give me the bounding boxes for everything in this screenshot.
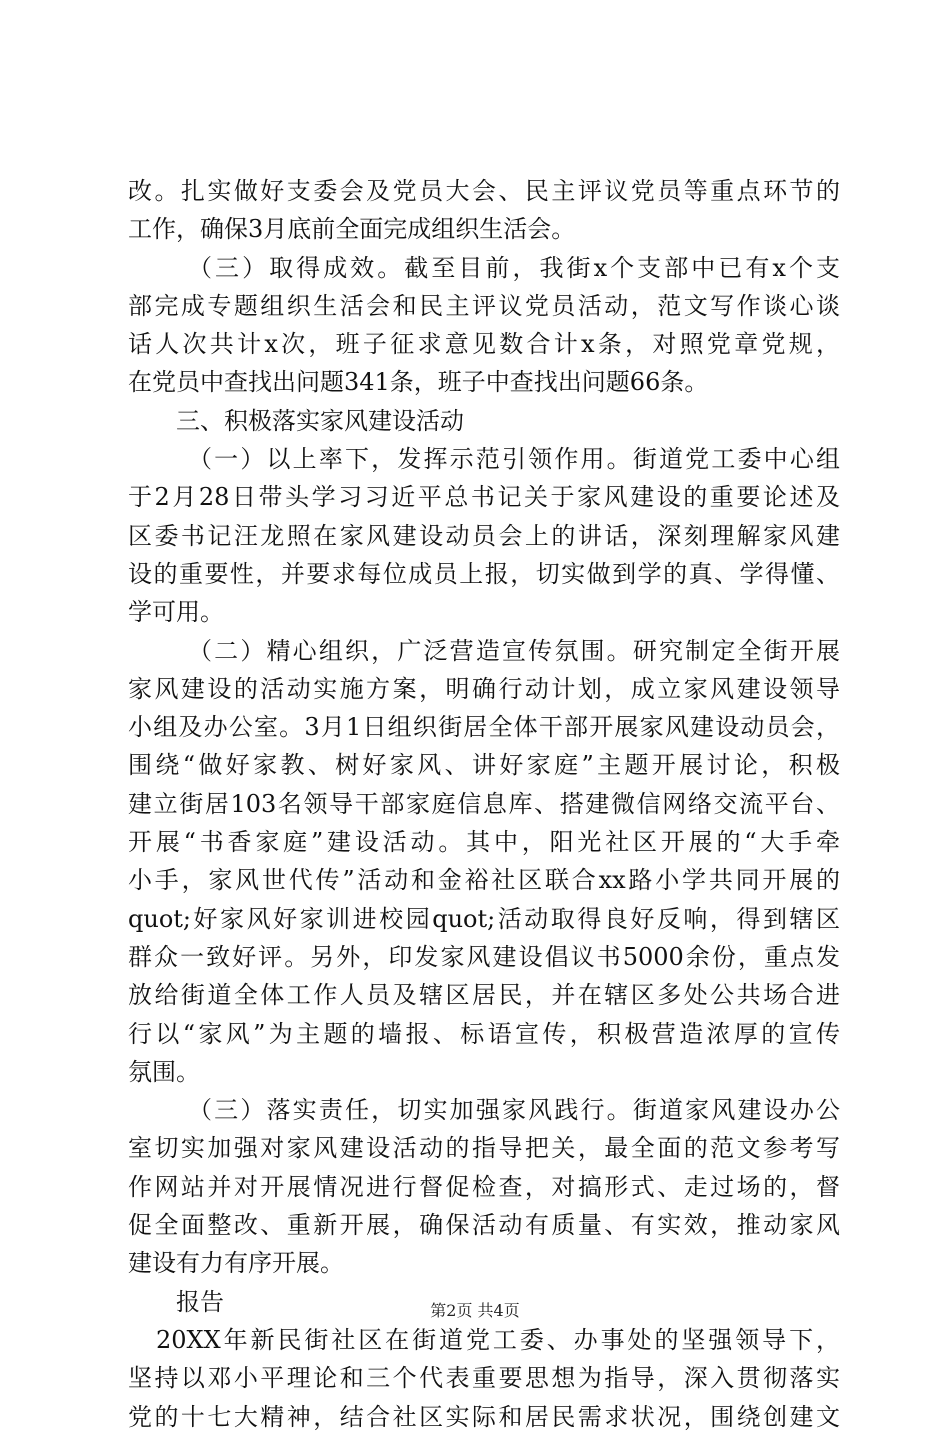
text-line: 小组及办公室。3月1日组织街居全体干部开展家风建设动员会， (128, 713, 840, 742)
text-line: 三、积极落实家风建设活动 (176, 406, 464, 435)
page-footer: 第2页 共4页 (430, 1301, 520, 1320)
text-line: （二）精心组织，广泛营造宣传氛围。研究制定全街开展 (188, 636, 840, 665)
text-line: 行以“家风”为主题的墙报、标语宣传，积极营造浓厚的宣传 (128, 1019, 840, 1048)
text-line: 放给街道全体工作人员及辖区居民，并在辖区多处公共场合进 (128, 981, 840, 1010)
text-line: 报告 (176, 1287, 224, 1316)
document-body (128, 172, 840, 1436)
text-line: （三）取得成效。截至目前，我街x个支部中已有x个支 (188, 253, 840, 282)
text-line: 围绕“做好家教、树好家风、讲好家庭”主题开展讨论，积极 (128, 751, 840, 780)
text-line: 建设有力有序开展。 (128, 1249, 344, 1278)
text-line: 室切实加强对家风建设活动的指导把关，最全面的范文参考写 (128, 1134, 840, 1163)
text-line: 小手，家风世代传”活动和金裕社区联合xx路小学共同开展的 (128, 866, 840, 895)
text-line: 部完成专题组织生活会和民主评议党员活动，范文写作谈心谈 (128, 291, 840, 320)
text-line: 20XX年新民街社区在街道党工委、办事处的坚强领导下， (156, 1325, 840, 1354)
text-line: （三）落实责任，切实加强家风践行。街道家风建设办公 (188, 1096, 840, 1125)
text-line: 促全面整改、重新开展，确保活动有质量、有实效，推动家风 (128, 1211, 840, 1240)
text-line: 开展“书香家庭”建设活动。其中，阳光社区开展的“大手牵 (128, 828, 840, 857)
text-line: quot;好家风好家训进校园quot;活动取得良好反响，得到辖区 (128, 904, 840, 933)
text-line: 氛围。 (128, 1057, 200, 1086)
text-line: 作网站并对开展情况进行督促检查，对搞形式、走过场的，督 (128, 1172, 840, 1201)
text-line: 家风建设的活动实施方案，明确行动计划，成立家风建设领导 (128, 674, 840, 703)
text-line: 坚持以邓小平理论和三个代表重要思想为指导，深入贯彻落实 (128, 1364, 840, 1393)
text-line: 设的重要性，并要求每位成员上报，切实做到学的真、学得懂、 (128, 559, 840, 588)
text-line: 群众一致好评。另外，印发家风建设倡议书5000余份，重点发 (128, 942, 840, 971)
text-line: 话人次共计x次，班子征求意见数合计x条，对照党章党规， (128, 330, 840, 359)
text-line: 于2月28日带头学习习近平总书记关于家风建设的重要论述及 (128, 483, 840, 512)
text-line: 在党员中查找出问题341条，班子中查找出问题66条。 (128, 368, 709, 397)
text-line: 建立街居103名领导干部家庭信息库、搭建微信网络交流平台、 (128, 789, 840, 818)
text-line: 工作，确保3月底前全面完成组织生活会。 (128, 215, 576, 244)
text-line: （一）以上率下，发挥示范引领作用。街道党工委中心组 (188, 445, 840, 474)
text-line: 学可用。 (128, 598, 224, 627)
text-line: 党的十七大精神，结合社区实际和居民需求状况，围绕创建文 (128, 1402, 840, 1431)
text-line: 区委书记汪龙照在家风建设动员会上的讲话，深刻理解家风建 (128, 521, 840, 550)
text-line: 改。扎实做好支委会及党员大会、民主评议党员等重点环节的 (128, 177, 840, 205)
